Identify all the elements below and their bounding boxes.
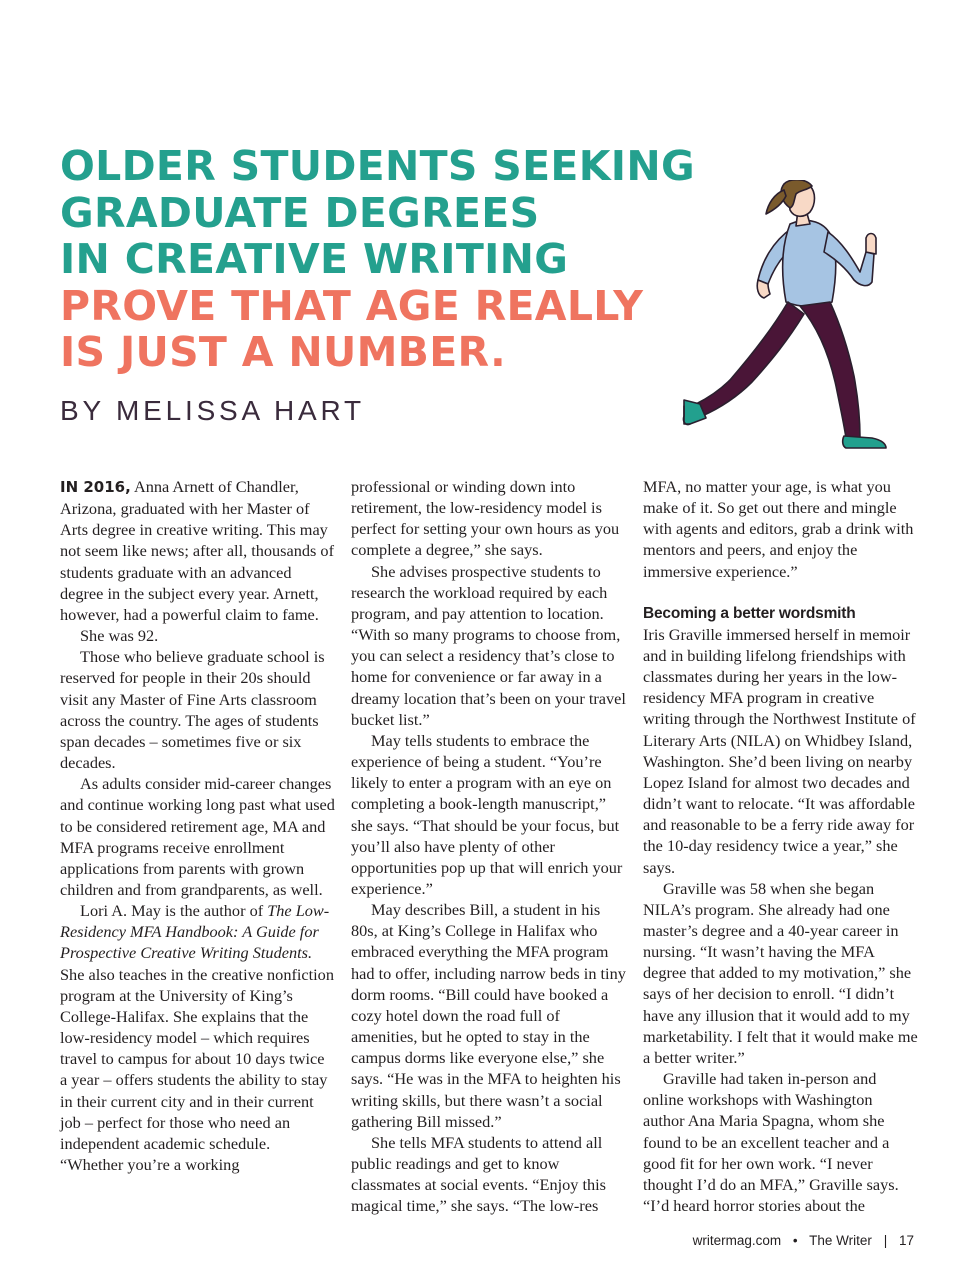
headline-line: OLDER STUDENTS SEEKING [60, 142, 695, 190]
byline: BY MELISSA HART [60, 395, 365, 426]
paragraph: Those who believe graduate school is reserved for people in their 20s should visit any Master of Fine Arts classroom across the country. The ages of students span decades – sometimes five or six decades. [60, 647, 325, 773]
paragraph: Graville had taken in-person and online workshops with Washington author Ana Maria Spagna, whom she found to be an excellent teacher and a good fit for her own work. “I never thought I’d do an MFA,” Graville says. “I’d heard horror stories about the [643, 1069, 899, 1215]
paragraph: She was 92. [80, 626, 159, 646]
paragraph: Lori A. May is the author of The Low-Residency MFA Handbook: A Guide for Prospective Creative Writing Students. She also teaches in the creative nonfiction program at the University of King’s College-Halifax. She explains that the low-residency model – which requires travel to campus for about 10 days twice a year – offers students the ability to stay in their current city and in their current job – perfect for those who need an independent academic schedule. “Whether you’re a working [60, 901, 334, 1174]
page-footer [693, 1233, 914, 1248]
book-title: The Low-Residency MFA Handbook: A Guide for Prospective Creative Writing Students. [60, 901, 330, 963]
page-number: 17 [898, 1233, 914, 1248]
headline-line: IS JUST A NUMBER. [60, 328, 507, 376]
paragraph: Iris Graville immersed herself in memoir and in building lifelong friendships with classmates during her years in the low-residency MFA program in creative writing through the Northwest Institute of Literary Arts (NILA) on Whidbey Island, Washington. She’d been living on nearby Lopez Island for almost two decades and didn’t want to relocate. “It was affordable and reasonable to be a ferry ride away for the 10-day residency twice a year,” she says. [643, 624, 916, 877]
headline-line: PROVE THAT AGE REALLY [60, 281, 644, 330]
running-woman-illustration [660, 180, 900, 455]
section-subheading: Becoming a better wordsmith [643, 604, 856, 622]
article-headline [60, 143, 740, 376]
article-column-3 [643, 476, 918, 1216]
paragraph: professional or winding down into retirement, the low-residency model is perfect for setting your own hours as you complete a degree,” she says. [351, 477, 620, 560]
headline-line: GRADUATE DEGREES [60, 188, 540, 237]
lead-in: IN 2016, [60, 478, 131, 496]
article-column-1 [60, 476, 335, 1175]
article-column-2 [351, 476, 626, 1216]
paragraph: She tells MFA students to attend all public readings and get to know classmates at social events. “Enjoy this magical time,” she says. “The low-res [351, 1132, 607, 1216]
footer-bullet: • [792, 1233, 798, 1248]
paragraph: She advises prospective students to research the workload required by each program, and pay attention to location. “With so many programs to choose from, you can select a residency that’s close to home for convenience or far away in a dreamy location that’s been on your travel bucket list.” [351, 561, 626, 729]
paragraph: IN 2016, Anna Arnett of Chandler, Arizona, graduated with her Master of Arts degree in creative writing. This may not seem like news; after all, thousands of students graduate with an advanced degree in the subject every year. Arnett, however, had a powerful claim to fame. [60, 477, 334, 624]
paragraph: May tells students to embrace the experience of being a student. “You’re likely to enter a program with an eye on completing a book-length manuscript,” she says. “That should be your focus, but you’ll also have plenty of other opportunities pop up that will enrich your experience.” [351, 730, 623, 898]
paragraph: Graville was 58 when she began NILA’s program. She already had one master’s degree and a 40-year career in nursing. “It wasn’t having the MFA degree that added to my motivation,” she says of her decision to enroll. “I didn’t have any illusion that it would add to my marketability. I felt that it would make me a better writer.” [643, 878, 918, 1067]
paragraph: May describes Bill, a student in his 80s, at King’s College in Halifax who embraced everything the MFA program had to offer, including narrow beds in tiny dorm rooms. “Bill could have booked a cozy hotel down the road full of amenities, but he opted to stay in the campus dorms like everyone else,” she says. “He was in the MFA to heighten his writing skills, but there wasn’t a social gathering Bill missed.” [351, 900, 626, 1131]
footer-magazine-name: The Writer [809, 1233, 872, 1248]
headline-line: IN CREATIVE WRITING [60, 235, 569, 283]
paragraph: MFA, no matter your age, is what you make of it. So get out there and mingle with agents and editors, grab a drink with mentors and peers, and enjoy the immersive experience.” [643, 477, 914, 581]
paragraph: As adults consider mid-career changes and continue working long past what used to be considered retirement age, MA and MFA programs receive enrollment applications from parents with grown children and from grandparents, as well. [60, 774, 335, 899]
footer-divider: | [883, 1233, 888, 1248]
footer-website: writermag.com [692, 1233, 782, 1248]
